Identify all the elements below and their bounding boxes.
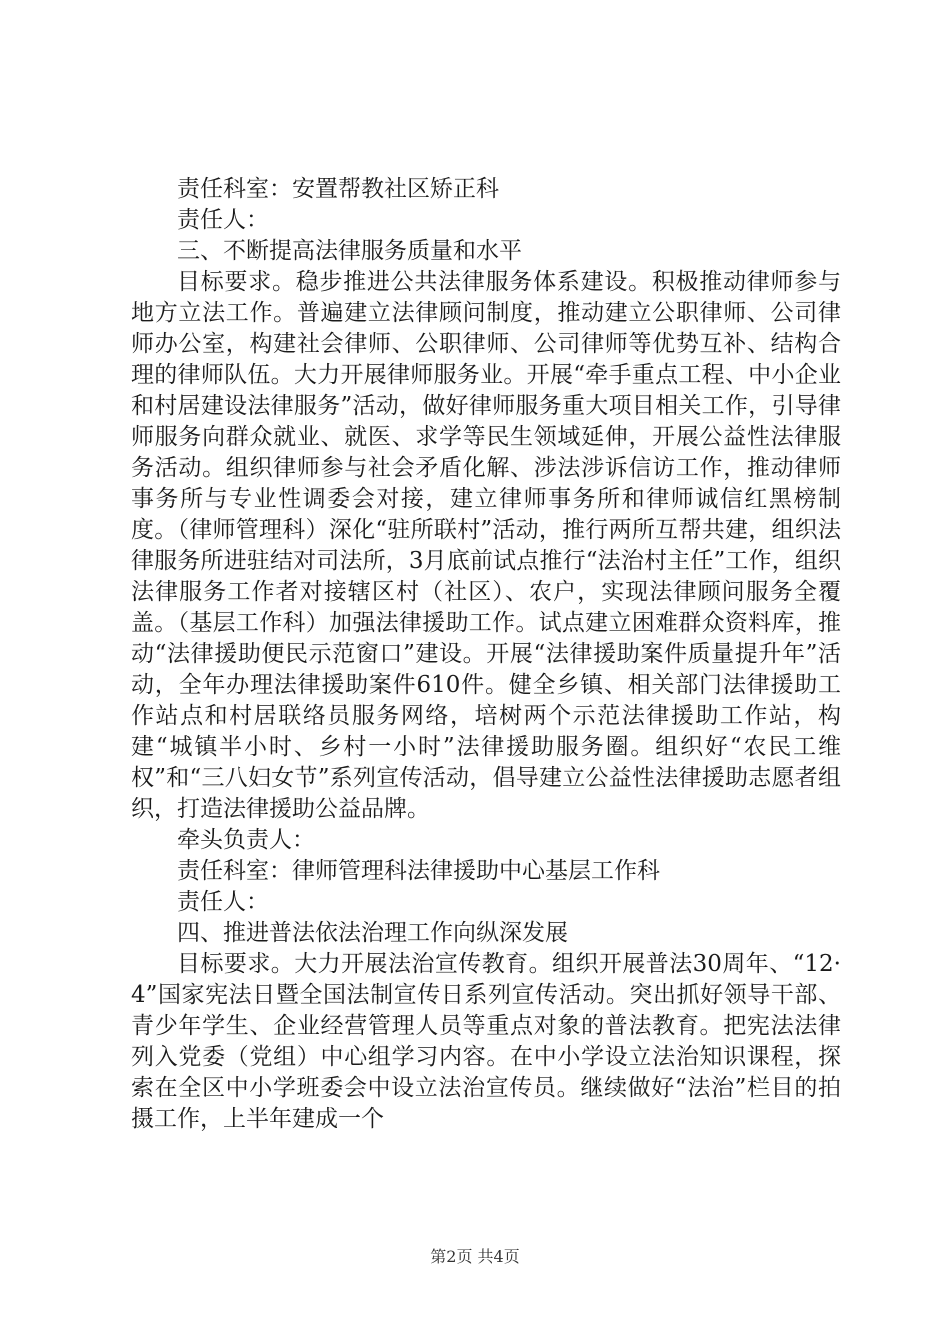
section-heading-3: 三、不断提高法律服务质量和水平 [177,238,522,264]
paragraph-responsible-person-2: 责任人： [177,889,269,915]
document-body [131,174,841,1135]
section-heading-4: 四、推进普法依法治理工作向纵深发展 [177,920,568,946]
paragraph-responsible-office-1: 责任科室：安置帮教社区矫正科 [177,176,499,202]
paragraph-goals-3: 目标要求。稳步推进公共法律服务体系建设。积极推动律师参与地方立法工作。普遍建立法律顾问制度，推动建立公职律师、公司律师办公室，构建社会律师、公职律师、公司律师等优势互补、结构合理的律师队伍。大力开展律师服务业。开展“牵手重点工程、中小企业和村居建设法律服务”活动，做好律师服务重大项目相关工作，引导律师服务向群众就业、就医、求学等民生领域延伸，开展公益性法律服务活动。组织律师参与社会矛盾化解、涉法涉诉信访工作，推动律师事务所与专业性调委会对接，建立律师事务所和律师诚信红黑榜制度。（律师管理科）深化“驻所联村”活动，推行两所互帮共建，组织法律服务所进驻结对司法所，3月底前试点推行“法治村主任”工作，组织法律服务工作者对接辖区村（社区）、农户，实现法律顾问服务全覆盖。（基层工作科）加强法律援助工作。试点建立困难群众资料库，推动“法律援助便民示范窗口”建设。开展“法律援助案件质量提升年”活动，全年办理法律援助案件610件。健全乡镇、相关部门法律援助工作站点和村居联络员服务网络，培树两个示范法律援助工作站，构建“城镇半小时、乡村一小时”法律援助服务圈。组织好“农民工维权”和“三八妇女节”系列宣传活动，倡导建立公益性法律援助志愿者组织，打造法律援助公益品牌。 [131,269,841,822]
page-footer: 第2页 共4页 [430,1247,520,1266]
paragraph-responsible-office-2: 责任科室：律师管理科法律援助中心基层工作科 [177,858,660,884]
paragraph-lead-person: 牵头负责人： [177,827,315,853]
paragraph-goals-4: 目标要求。大力开展法治宣传教育。组织开展普法30周年、“12·4”国家宪法日暨全国法制宣传日系列宣传活动。突出抓好领导干部、青少年学生、企业经营管理人员等重点对象的普法教育。把宪法法律列入党委（党组）中心组学习内容。在中小学设立法治知识课程，探索在全区中小学班委会中设立法治宣传员。继续做好“法治”栏目的拍摄工作，上半年建成一个 [131,951,841,1132]
paragraph-responsible-person-1: 责任人： [177,207,269,233]
